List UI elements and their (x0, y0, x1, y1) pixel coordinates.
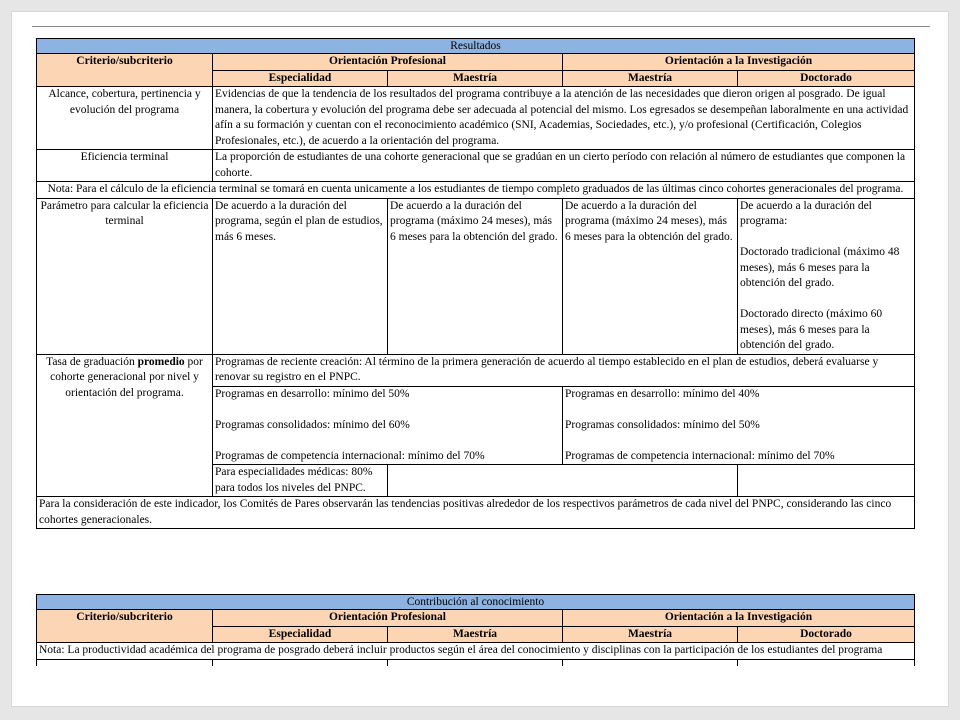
contribucion-header-maestria-investigacion: Maestría (563, 626, 738, 643)
resultados-title: Resultados (37, 39, 915, 54)
contribucion-header-criterio: Criterio/subcriterio (37, 610, 213, 643)
contribucion-blank-2 (213, 659, 388, 666)
tasa-label-part2: por cohorte generacional por nivel y orientación del programa. (50, 355, 203, 399)
tasa-profesional-niveles: Programas en desarrollo: mínimo del 50% Programas consolidados: mínimo del 60% Programas de competencia internacional: mínimo del 70% (213, 386, 563, 465)
tasa-especialidades-medicas: Para especialidades médicas: 80% para todos los niveles del PNPC. (213, 465, 388, 497)
contribucion-blank-1 (37, 659, 213, 666)
contribucion-header-maestria-profesional: Maestría (388, 626, 563, 643)
contribucion-header-profesional: Orientación Profesional (213, 610, 563, 627)
alcance-text: Evidencias de que la tendencia de los resultados del programa contribuye a la atención de las necesidades que dieron origen al posgrado. De igual manera, la cobertura y evolución del programa debe ser adecuada al potencial del mismo. Los egresados se desempeñan laboralmente en una actividad afín a su formación y cuentan con el reconocimiento académico (SNI, Academias, Sociedades, etc.), y/o profesional (Certificación, Colegios Profesionales, etc.), de acuerdo a la orientación del programa. (213, 87, 915, 150)
contribucion-header-investigacion: Orientación a la Investigación (563, 610, 915, 627)
tasa-label-bold: promedio (137, 355, 185, 368)
tasa-label-part1: Tasa de graduación (46, 355, 138, 368)
eficiencia-text: La proporción de estudiantes de una cohorte generacional que se gradúan en un cierto período con relación al número de estudiantes que componen la cohorte. (213, 150, 915, 182)
contribucion-nota: Nota: La productividad académica del programa de posgrado deberá incluir productos según el área del conocimiento y disciplinas con la participación de los estudiantes del programa (37, 643, 915, 660)
tasa-investigacion-niveles: Programas en desarrollo: mínimo del 40% Programas consolidados: mínimo del 50% Programas de competencia internacional: mínimo del 70% (563, 386, 915, 465)
resultados-table-container (36, 38, 914, 529)
header-doctorado: Doctorado (738, 70, 915, 87)
tasa-empty-cell (388, 465, 738, 497)
contribucion-blank-4 (563, 659, 738, 666)
nota-eficiencia: Nota: Para el cálculo de la eficiencia terminal se tomará en cuenta unicamente a los estudiantes de tiempo completo graduados de las últimas cinco cohortes generacionales del programa. (37, 182, 915, 199)
header-orientacion-profesional: Orientación Profesional (213, 54, 563, 71)
top-divider-line (32, 26, 930, 27)
tasa-empty-cell-doctorado (738, 465, 915, 497)
parametro-maestria-profesional: De acuerdo a la duración del programa (máximo 24 meses), más 6 meses para la obtención del grado. (388, 198, 563, 354)
header-maestria-profesional: Maestría (388, 70, 563, 87)
header-maestria-investigacion: Maestría (563, 70, 738, 87)
contribucion-table-container (36, 594, 914, 666)
parametro-especialidad: De acuerdo a la duración del programa, según el plan de estudios, más 6 meses. (213, 198, 388, 354)
tasa-reciente-creacion: Programas de reciente creación: Al término de la primera generación de acuerdo al tiempo establecido en el plan de estudios, deberá evaluarse y renovar su registro en el PNPC. (213, 354, 915, 386)
parametro-label: Parámetro para calcular la eficiencia terminal (37, 198, 213, 354)
consideracion-text: Para la consideración de este indicador, los Comités de Pares observarán las tendencias positivas alrededor de los respectivos parámetros de cada nivel del PNPC, considerando las cinco cohortes generacionales. (37, 497, 915, 529)
contribucion-blank-5 (738, 659, 915, 666)
eficiencia-label: Eficiencia terminal (37, 150, 213, 182)
parametro-maestria-investigacion: De acuerdo a la duración del programa (máximo 24 meses), más 6 meses para la obtención del grado. (563, 198, 738, 354)
contribucion-title: Contribución al conocimiento (37, 595, 915, 610)
header-orientacion-investigacion: Orientación a la Investigación (563, 54, 915, 71)
contribucion-blank-3 (388, 659, 563, 666)
tasa-label (37, 354, 213, 497)
parametro-doctorado: De acuerdo a la duración del programa: Doctorado tradicional (máximo 48 meses), más 6 meses para la obtención del grado. Doctorado directo (máximo 60 meses), más 6 meses para la obtención del grado. (738, 198, 915, 354)
slide (12, 12, 948, 706)
contribucion-header-doctorado: Doctorado (738, 626, 915, 643)
header-criterio: Criterio/subcriterio (37, 54, 213, 87)
contribucion-header-especialidad: Especialidad (213, 626, 388, 643)
resultados-table (36, 38, 915, 529)
contribucion-table (36, 594, 915, 666)
alcance-label: Alcance, cobertura, pertinencia y evolución del programa (37, 87, 213, 150)
header-especialidad: Especialidad (213, 70, 388, 87)
